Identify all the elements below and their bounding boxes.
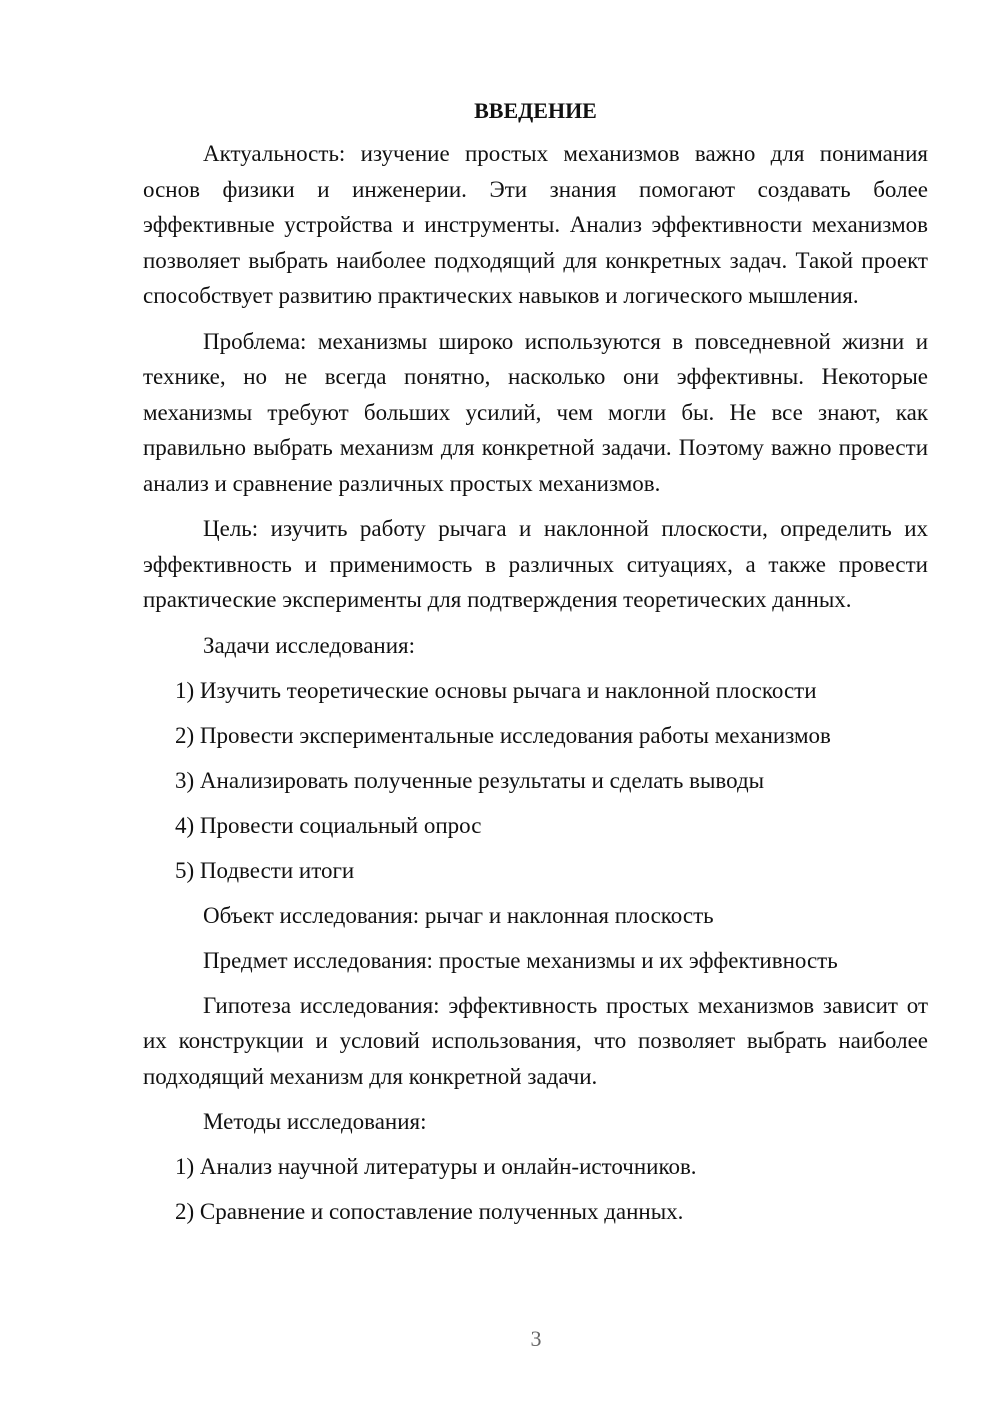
- section-heading: ВВЕДЕНИЕ: [474, 98, 597, 123]
- task-item: 1) Изучить теоретические основы рычага и наклонной плоскости: [175, 677, 817, 703]
- relevance-paragraph: Актуальность: изучение простых механизмов важно для понимания основ физики и инженерии. Эти знания помогают создавать более эффективные устройства и инструменты. Анализ эффективности механизмов позволяет выбрать наиболее подходящий для конкретных задач. Такой проект способствует развитию практических навыков и логического мышления.: [143, 141, 928, 308]
- goal-paragraph: Цель: изучить работу рычага и наклонной плоскости, определить их эффективность и применимость в различных ситуациях, а также провести практические эксперименты для подтверждения теоретических данных.: [143, 516, 928, 612]
- research-object: Объект исследования: рычаг и наклонная плоскость: [203, 902, 714, 928]
- task-item: 3) Анализировать полученные результаты и сделать выводы: [175, 767, 765, 793]
- method-item: 2) Сравнение и сопоставление полученных данных.: [175, 1199, 684, 1224]
- hypothesis-paragraph: Гипотеза исследования: эффективность простых механизмов зависит от их конструкции и условий использования, что позволяет выбрать наиболее подходящий механизм для конкретной задачи.: [143, 992, 928, 1089]
- task-item: 2) Провести экспериментальные исследования работы механизмов: [175, 722, 831, 748]
- task-item: 4) Провести социальный опрос: [175, 812, 482, 838]
- document-page: [143, 96, 928, 1239]
- tasks-title: Задачи исследования:: [203, 632, 416, 658]
- methods-title: Методы исследования:: [203, 1109, 427, 1134]
- problem-paragraph: Проблема: механизмы широко используются в повседневной жизни и технике, но не всегда понятно, насколько они эффективны. Некоторые механизмы требуют больших усилий, чем могли бы. Не все знают, как правильно выбрать механизм для конкретной задачи. Поэтому важно провести анализ и сравнение различных простых механизмов.: [143, 328, 928, 496]
- research-subject: Предмет исследования: простые механизмы и их эффективность: [203, 947, 838, 973]
- page-number: 3: [530, 1326, 542, 1351]
- task-item: 5) Подвести итоги: [175, 857, 355, 883]
- method-item: 1) Анализ научной литературы и онлайн-источников.: [175, 1154, 697, 1179]
